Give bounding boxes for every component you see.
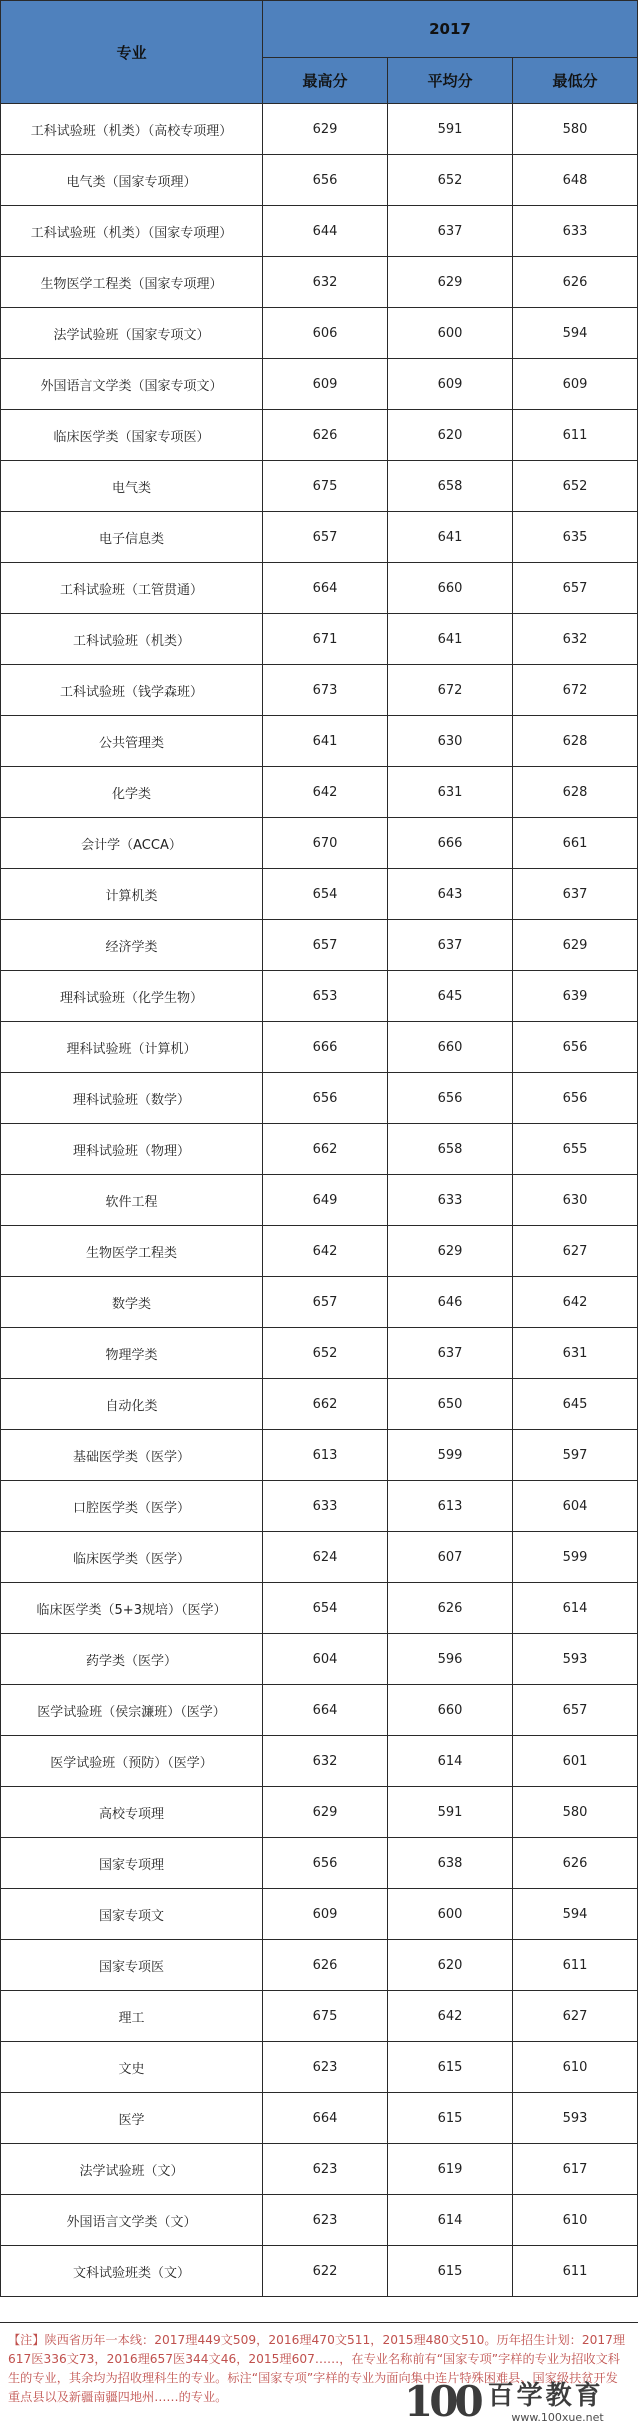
header-min-score: 最低分 — [513, 58, 638, 104]
min-score-cell: 656 — [513, 1073, 638, 1124]
max-score-cell: 629 — [263, 1787, 388, 1838]
max-score-cell: 626 — [263, 410, 388, 461]
min-score-cell: 633 — [513, 206, 638, 257]
avg-score-cell: 630 — [388, 716, 513, 767]
avg-score-cell: 591 — [388, 1787, 513, 1838]
watermark-url: www.100xue.net — [511, 2410, 604, 2424]
avg-score-cell: 615 — [388, 2042, 513, 2093]
table-row — [1, 1430, 638, 1481]
max-score-cell: 670 — [263, 818, 388, 869]
max-score-cell: 624 — [263, 1532, 388, 1583]
major-cell: 经济学类 — [1, 920, 263, 971]
min-score-cell: 642 — [513, 1277, 638, 1328]
min-score-cell: 656 — [513, 1022, 638, 1073]
major-cell: 工科试验班（机类） — [1, 614, 263, 665]
major-cell: 临床医学类（医学） — [1, 1532, 263, 1583]
min-score-cell: 593 — [513, 2093, 638, 2144]
major-cell: 文科试验班类（文） — [1, 2246, 263, 2297]
major-cell: 工科试验班（机类）（高校专项理） — [1, 104, 263, 155]
major-cell: 医学试验班（预防）（医学） — [1, 1736, 263, 1787]
table-row — [1, 1277, 638, 1328]
major-cell: 外国语言文学类（国家专项文） — [1, 359, 263, 410]
max-score-cell: 666 — [263, 1022, 388, 1073]
major-cell: 理工 — [1, 1991, 263, 2042]
major-cell: 工科试验班（钱学森班） — [1, 665, 263, 716]
avg-score-cell: 591 — [388, 104, 513, 155]
major-cell: 高校专项理 — [1, 1787, 263, 1838]
min-score-cell: 657 — [513, 563, 638, 614]
major-cell: 文史 — [1, 2042, 263, 2093]
major-cell: 会计学（ACCA） — [1, 818, 263, 869]
max-score-cell: 652 — [263, 1328, 388, 1379]
min-score-cell: 631 — [513, 1328, 638, 1379]
avg-score-cell: 629 — [388, 257, 513, 308]
table-row — [1, 1124, 638, 1175]
major-cell: 电气类 — [1, 461, 263, 512]
table-row — [1, 1175, 638, 1226]
min-score-cell: 629 — [513, 920, 638, 971]
table-row — [1, 410, 638, 461]
footnote: 【注】陕西省历年一本线：2017理449文509，2016理470文511，2015理480文510。历年招生计划：2017理617医336文73，2016理657医344文46，2015理607……，在专业名称前有“国家专项”字样的专业为招收文科生的专业，其余均为招收理科生的专业。标注“国家专项”字样的专业为面向集中连片特殊困难县、国家级扶贫开发重点县以及新疆南疆四地州……的专业。 — [0, 2322, 638, 2436]
max-score-cell: 641 — [263, 716, 388, 767]
avg-score-cell: 641 — [388, 512, 513, 563]
min-score-cell: 637 — [513, 869, 638, 920]
max-score-cell: 656 — [263, 155, 388, 206]
table-row — [1, 1481, 638, 1532]
max-score-cell: 642 — [263, 1226, 388, 1277]
table-row — [1, 2093, 638, 2144]
major-cell: 基础医学类（医学） — [1, 1430, 263, 1481]
avg-score-cell: 656 — [388, 1073, 513, 1124]
table-row — [1, 665, 638, 716]
max-score-cell: 656 — [263, 1838, 388, 1889]
table-row — [1, 869, 638, 920]
avg-score-cell: 629 — [388, 1226, 513, 1277]
table-row — [1, 1073, 638, 1124]
min-score-cell: 611 — [513, 1940, 638, 1991]
avg-score-cell: 660 — [388, 1022, 513, 1073]
max-score-cell: 606 — [263, 308, 388, 359]
avg-score-cell: 658 — [388, 461, 513, 512]
max-score-cell: 653 — [263, 971, 388, 1022]
avg-score-cell: 607 — [388, 1532, 513, 1583]
avg-score-cell: 637 — [388, 920, 513, 971]
min-score-cell: 599 — [513, 1532, 638, 1583]
major-cell: 口腔医学类（医学） — [1, 1481, 263, 1532]
major-cell: 理科试验班（物理） — [1, 1124, 263, 1175]
watermark — [404, 2372, 636, 2432]
major-cell: 理科试验班（计算机） — [1, 1022, 263, 1073]
min-score-cell: 657 — [513, 1685, 638, 1736]
max-score-cell: 622 — [263, 2246, 388, 2297]
major-cell: 法学试验班（文） — [1, 2144, 263, 2195]
max-score-cell: 654 — [263, 869, 388, 920]
min-score-cell: 645 — [513, 1379, 638, 1430]
header-avg-score: 平均分 — [388, 58, 513, 104]
min-score-cell: 604 — [513, 1481, 638, 1532]
max-score-cell: 642 — [263, 767, 388, 818]
avg-score-cell: 645 — [388, 971, 513, 1022]
table-row — [1, 1787, 638, 1838]
major-cell: 药学类（医学） — [1, 1634, 263, 1685]
header-major: 专业 — [1, 1, 263, 104]
min-score-cell: 627 — [513, 1226, 638, 1277]
avg-score-cell: 599 — [388, 1430, 513, 1481]
min-score-cell: 594 — [513, 308, 638, 359]
major-cell: 工科试验班（工管贯通） — [1, 563, 263, 614]
table-row — [1, 2144, 638, 2195]
avg-score-cell: 660 — [388, 563, 513, 614]
avg-score-cell: 643 — [388, 869, 513, 920]
major-cell: 电子信息类 — [1, 512, 263, 563]
min-score-cell: 580 — [513, 1787, 638, 1838]
max-score-cell: 633 — [263, 1481, 388, 1532]
avg-score-cell: 615 — [388, 2246, 513, 2297]
table-row — [1, 1685, 638, 1736]
max-score-cell: 644 — [263, 206, 388, 257]
min-score-cell: 639 — [513, 971, 638, 1022]
table-body — [1, 104, 638, 2297]
max-score-cell: 664 — [263, 2093, 388, 2144]
major-cell: 国家专项理 — [1, 1838, 263, 1889]
header-year: 2017 — [263, 1, 638, 58]
min-score-cell: 630 — [513, 1175, 638, 1226]
avg-score-cell: 626 — [388, 1583, 513, 1634]
min-score-cell: 601 — [513, 1736, 638, 1787]
min-score-cell: 628 — [513, 716, 638, 767]
avg-score-cell: 600 — [388, 1889, 513, 1940]
table-row — [1, 1583, 638, 1634]
table-row — [1, 512, 638, 563]
avg-score-cell: 652 — [388, 155, 513, 206]
min-score-cell: 580 — [513, 104, 638, 155]
max-score-cell: 664 — [263, 1685, 388, 1736]
avg-score-cell: 672 — [388, 665, 513, 716]
table-row — [1, 1379, 638, 1430]
major-cell: 电气类（国家专项理） — [1, 155, 263, 206]
min-score-cell: 626 — [513, 1838, 638, 1889]
major-cell: 医学 — [1, 2093, 263, 2144]
major-cell: 法学试验班（国家专项文） — [1, 308, 263, 359]
table-row — [1, 1634, 638, 1685]
major-cell: 生物医学工程类（国家专项理） — [1, 257, 263, 308]
max-score-cell: 671 — [263, 614, 388, 665]
table-row — [1, 716, 638, 767]
watermark-text — [488, 2381, 604, 2424]
table-row — [1, 1889, 638, 1940]
avg-score-cell: 614 — [388, 2195, 513, 2246]
table-row — [1, 920, 638, 971]
max-score-cell: 626 — [263, 1940, 388, 1991]
min-score-cell: 593 — [513, 1634, 638, 1685]
max-score-cell: 609 — [263, 1889, 388, 1940]
major-cell: 理科试验班（数学） — [1, 1073, 263, 1124]
table-row — [1, 1838, 638, 1889]
table-row — [1, 359, 638, 410]
avg-score-cell: 596 — [388, 1634, 513, 1685]
min-score-cell: 594 — [513, 1889, 638, 1940]
avg-score-cell: 638 — [388, 1838, 513, 1889]
table-row — [1, 614, 638, 665]
min-score-cell: 614 — [513, 1583, 638, 1634]
min-score-cell: 610 — [513, 2195, 638, 2246]
min-score-cell: 611 — [513, 2246, 638, 2297]
avg-score-cell: 646 — [388, 1277, 513, 1328]
min-score-cell: 609 — [513, 359, 638, 410]
avg-score-cell: 660 — [388, 1685, 513, 1736]
avg-score-cell: 650 — [388, 1379, 513, 1430]
major-cell: 数学类 — [1, 1277, 263, 1328]
avg-score-cell: 637 — [388, 206, 513, 257]
avg-score-cell: 633 — [388, 1175, 513, 1226]
table-row — [1, 461, 638, 512]
min-score-cell: 635 — [513, 512, 638, 563]
watermark-logo: 100 — [404, 2377, 480, 2426]
table-row — [1, 1022, 638, 1073]
max-score-cell: 613 — [263, 1430, 388, 1481]
avg-score-cell: 600 — [388, 308, 513, 359]
min-score-cell: 648 — [513, 155, 638, 206]
table-row — [1, 257, 638, 308]
max-score-cell: 632 — [263, 1736, 388, 1787]
min-score-cell: 610 — [513, 2042, 638, 2093]
avg-score-cell: 619 — [388, 2144, 513, 2195]
avg-score-cell: 658 — [388, 1124, 513, 1175]
header-max-score: 最高分 — [263, 58, 388, 104]
major-cell: 公共管理类 — [1, 716, 263, 767]
max-score-cell: 675 — [263, 1991, 388, 2042]
avg-score-cell: 666 — [388, 818, 513, 869]
min-score-cell: 655 — [513, 1124, 638, 1175]
table-row — [1, 971, 638, 1022]
min-score-cell: 611 — [513, 410, 638, 461]
max-score-cell: 664 — [263, 563, 388, 614]
major-cell: 理科试验班（化学生物） — [1, 971, 263, 1022]
min-score-cell: 617 — [513, 2144, 638, 2195]
major-cell: 临床医学类（国家专项医） — [1, 410, 263, 461]
max-score-cell: 654 — [263, 1583, 388, 1634]
max-score-cell: 649 — [263, 1175, 388, 1226]
max-score-cell: 657 — [263, 920, 388, 971]
min-score-cell: 632 — [513, 614, 638, 665]
min-score-cell: 661 — [513, 818, 638, 869]
table-row — [1, 2246, 638, 2297]
min-score-cell: 672 — [513, 665, 638, 716]
avg-score-cell: 615 — [388, 2093, 513, 2144]
table-row — [1, 1532, 638, 1583]
max-score-cell: 662 — [263, 1379, 388, 1430]
table-row — [1, 1736, 638, 1787]
min-score-cell: 626 — [513, 257, 638, 308]
avg-score-cell: 620 — [388, 410, 513, 461]
table-row — [1, 1991, 638, 2042]
avg-score-cell: 637 — [388, 1328, 513, 1379]
avg-score-cell: 609 — [388, 359, 513, 410]
table-row — [1, 767, 638, 818]
max-score-cell: 657 — [263, 1277, 388, 1328]
avg-score-cell: 641 — [388, 614, 513, 665]
max-score-cell: 623 — [263, 2144, 388, 2195]
avg-score-cell: 631 — [388, 767, 513, 818]
max-score-cell: 604 — [263, 1634, 388, 1685]
avg-score-cell: 613 — [388, 1481, 513, 1532]
major-cell: 物理学类 — [1, 1328, 263, 1379]
table-row — [1, 104, 638, 155]
max-score-cell: 675 — [263, 461, 388, 512]
major-cell: 国家专项医 — [1, 1940, 263, 1991]
watermark-name: 百学教育 — [487, 2380, 604, 2411]
major-cell: 自动化类 — [1, 1379, 263, 1430]
major-cell: 外国语言文学类（文） — [1, 2195, 263, 2246]
max-score-cell: 662 — [263, 1124, 388, 1175]
avg-score-cell: 614 — [388, 1736, 513, 1787]
table-row — [1, 1226, 638, 1277]
major-cell: 临床医学类（5+3规培）（医学） — [1, 1583, 263, 1634]
table-row — [1, 818, 638, 869]
major-cell: 国家专项文 — [1, 1889, 263, 1940]
table-row — [1, 2042, 638, 2093]
table-row — [1, 1328, 638, 1379]
max-score-cell: 629 — [263, 104, 388, 155]
major-cell: 化学类 — [1, 767, 263, 818]
table-header — [1, 1, 638, 104]
table-row — [1, 308, 638, 359]
table-row — [1, 155, 638, 206]
major-cell: 医学试验班（侯宗濂班）（医学） — [1, 1685, 263, 1736]
table-row — [1, 563, 638, 614]
min-score-cell: 627 — [513, 1991, 638, 2042]
max-score-cell: 673 — [263, 665, 388, 716]
max-score-cell: 632 — [263, 257, 388, 308]
major-cell: 计算机类 — [1, 869, 263, 920]
min-score-cell: 597 — [513, 1430, 638, 1481]
max-score-cell: 609 — [263, 359, 388, 410]
table-row — [1, 2195, 638, 2246]
major-cell: 工科试验班（机类）（国家专项理） — [1, 206, 263, 257]
max-score-cell: 656 — [263, 1073, 388, 1124]
max-score-cell: 657 — [263, 512, 388, 563]
min-score-cell: 652 — [513, 461, 638, 512]
major-cell: 软件工程 — [1, 1175, 263, 1226]
table-row — [1, 206, 638, 257]
min-score-cell: 628 — [513, 767, 638, 818]
max-score-cell: 623 — [263, 2042, 388, 2093]
avg-score-cell: 642 — [388, 1991, 513, 2042]
table-row — [1, 1940, 638, 1991]
avg-score-cell: 620 — [388, 1940, 513, 1991]
major-cell: 生物医学工程类 — [1, 1226, 263, 1277]
max-score-cell: 623 — [263, 2195, 388, 2246]
